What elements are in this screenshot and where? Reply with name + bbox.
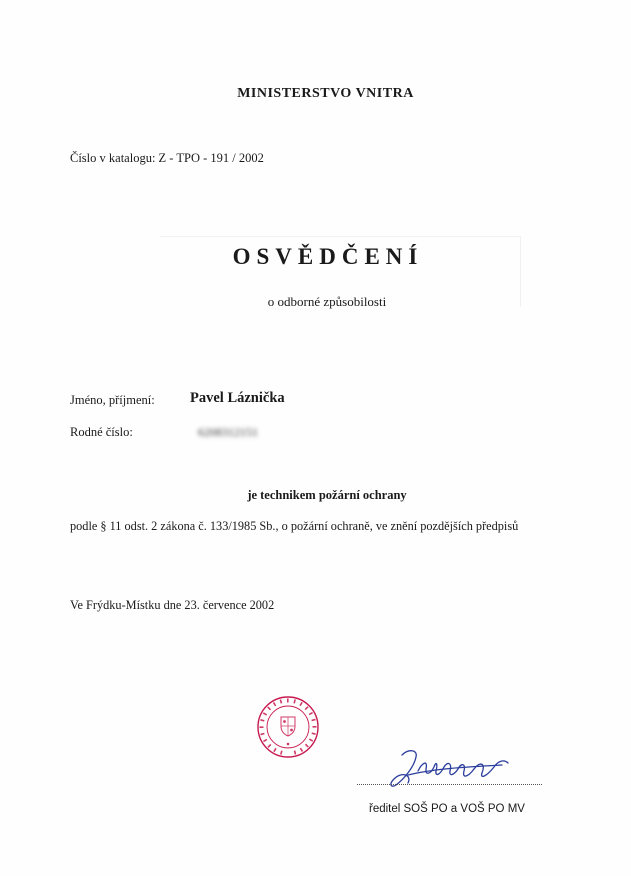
- certificate-subtitle: o odborné způsobilosti: [267, 294, 387, 309]
- birth-number-label: Rodné číslo:: [70, 425, 133, 439]
- place-and-date: Ve Frýdku-Místku dne 23. července 2002: [70, 598, 275, 612]
- signatory-title: ředitel SOŠ PO a VOŠ PO MV: [369, 803, 525, 815]
- ministry-heading: MINISTERSTVO VNITRA: [237, 86, 414, 101]
- qualification-statement: je technikem požární ochrany: [247, 488, 407, 502]
- law-reference: podle § 11 odst. 2 zákona č. 133/1985 Sb., o požární ochraně, ve znění pozdějších předpisů: [70, 519, 519, 533]
- signature-icon: [378, 745, 518, 793]
- certificate-title: OSVĚDČENÍ: [232, 244, 424, 269]
- official-stamp-icon: [256, 695, 320, 759]
- catalog-number: Číslo v katalogu: Z - TPO - 191 / 2002: [70, 151, 264, 165]
- birth-number-value-redacted: 6208312151: [198, 425, 258, 439]
- name-value: Pavel Láznička: [190, 390, 285, 406]
- signature-line: [357, 784, 542, 785]
- name-label: Jméno, příjmení:: [70, 393, 155, 407]
